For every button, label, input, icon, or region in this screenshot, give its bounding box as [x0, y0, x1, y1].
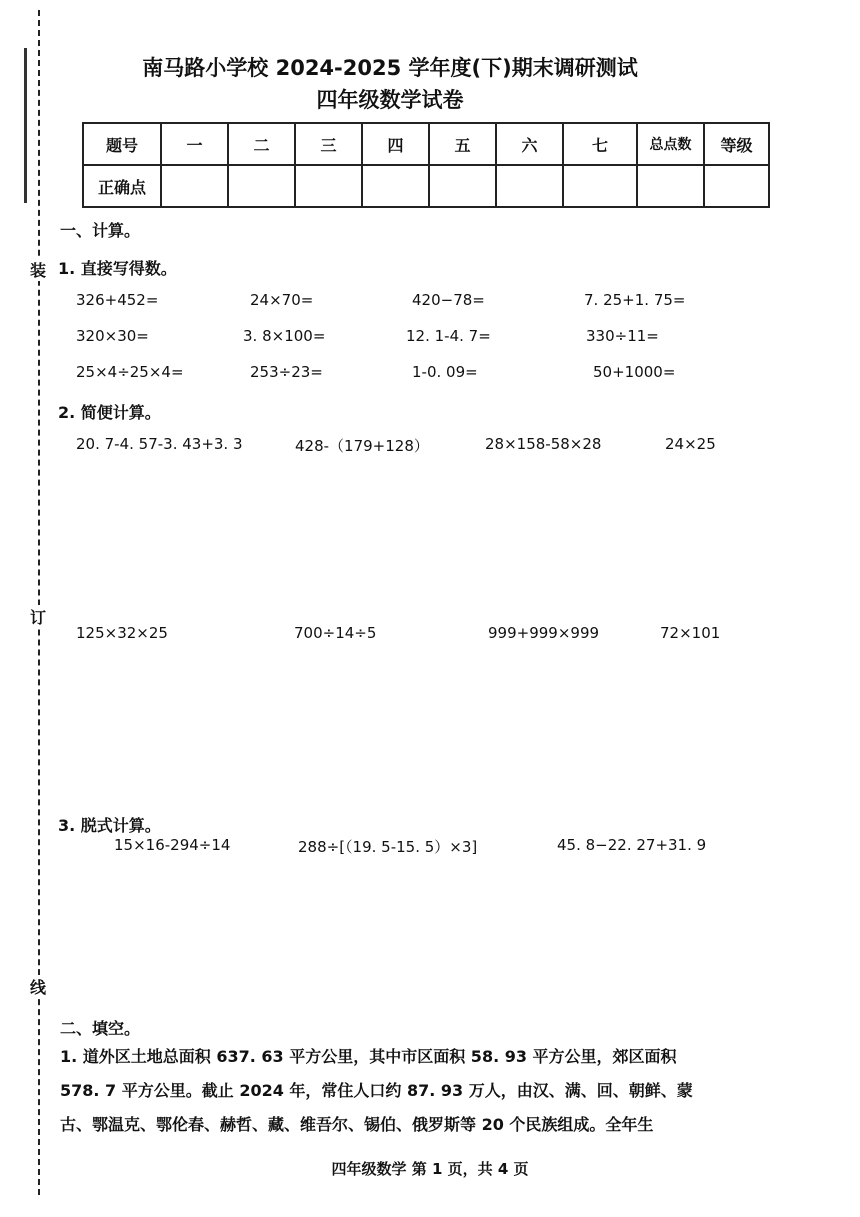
score-cell[interactable]: [563, 165, 637, 207]
q3-title: 3. 脱式计算。: [58, 816, 161, 835]
cell-q6: 六: [496, 123, 563, 165]
q2-expression: 72×101: [660, 624, 721, 642]
q3-expression: 288÷[（19. 5-15. 5）×3]: [298, 838, 478, 856]
q2-title: 2. 简便计算。: [58, 403, 161, 422]
q1-expression: 50+1000=: [593, 363, 676, 381]
score-cell[interactable]: [429, 165, 496, 207]
cell-q4: 四: [362, 123, 429, 165]
q1-expression: 320×30=: [76, 327, 149, 345]
exam-title: 南马路小学校 2024-2025 学年度(下)期末调研测试: [142, 56, 638, 80]
q1-expression: 420−78=: [412, 291, 485, 309]
score-cell[interactable]: [496, 165, 563, 207]
cell-correct-points-label: 正确点: [83, 165, 161, 207]
cell-grade: 等级: [704, 123, 769, 165]
score-cell[interactable]: [161, 165, 228, 207]
cell-q5: 五: [429, 123, 496, 165]
cell-q2: 二: [228, 123, 295, 165]
cell-q1: 一: [161, 123, 228, 165]
q2-expression: 24×25: [665, 435, 716, 453]
q1-expression: 1-0. 09=: [412, 363, 478, 381]
paragraph-line: 578. 7 平方公里。截止 2024 年，常住人口约 87. 93 万人，由汉、满、回、朝鲜、蒙: [60, 1081, 693, 1100]
binding-label-xian: 线: [30, 975, 46, 998]
page-footer: 四年级数学 第 1 页，共 4 页: [331, 1160, 529, 1178]
q1-expression: 7. 25+1. 75=: [584, 291, 686, 309]
cell-total-points: 总点数: [637, 123, 704, 165]
exam-subtitle: 四年级数学试卷: [316, 88, 464, 112]
paragraph-line: 古、鄂温克、鄂伦春、赫哲、藏、维吾尔、锡伯、俄罗斯等 20 个民族组成。全年生: [60, 1115, 654, 1134]
part2-heading: 二、填空。: [60, 1019, 141, 1038]
score-cell[interactable]: [362, 165, 429, 207]
score-cell[interactable]: [295, 165, 362, 207]
cell-q7: 七: [563, 123, 637, 165]
binding-label-ding: 订: [30, 605, 46, 628]
binding-dashed-line: [38, 10, 40, 1195]
q1-expression: 12. 1-4. 7=: [406, 327, 491, 345]
part1-heading: 一、计算。: [60, 221, 141, 240]
score-cell[interactable]: [704, 165, 769, 207]
q1-expression: 24×70=: [250, 291, 314, 309]
q2-expression: 999+999×999: [488, 624, 600, 642]
part2-question1-text: [60, 1040, 730, 1142]
score-cell[interactable]: [228, 165, 295, 207]
binding-label-zhuang: 装: [30, 258, 46, 281]
cell-question-number-label: 题号: [83, 123, 161, 165]
score-table-header-row: [83, 123, 769, 165]
q2-expression: 700÷14÷5: [294, 624, 377, 642]
q3-expression: 45. 8−22. 27+31. 9: [557, 836, 707, 854]
paragraph-line: 1. 道外区土地总面积 637. 63 平方公里，其中市区面积 58. 93 平方公里，郊区面积: [60, 1047, 677, 1066]
q1-expression: 3. 8×100=: [243, 327, 326, 345]
q2-expression: 125×32×25: [76, 624, 168, 642]
q2-expression: 428-（179+128）: [295, 437, 429, 455]
q1-title: 1. 直接写得数。: [58, 259, 177, 278]
cell-q3: 三: [295, 123, 362, 165]
q2-expression: 28×158-58×28: [485, 435, 602, 453]
score-table-score-row: [83, 165, 769, 207]
q3-expression: 15×16-294÷14: [114, 836, 231, 854]
q1-expression: 330÷11=: [586, 327, 659, 345]
score-table: [82, 122, 770, 208]
score-cell[interactable]: [637, 165, 704, 207]
q1-expression: 253÷23=: [250, 363, 323, 381]
q2-expression: 20. 7-4. 57-3. 43+3. 3: [76, 435, 243, 453]
q1-expression: 326+452=: [76, 291, 159, 309]
q1-expression: 25×4÷25×4=: [76, 363, 184, 381]
